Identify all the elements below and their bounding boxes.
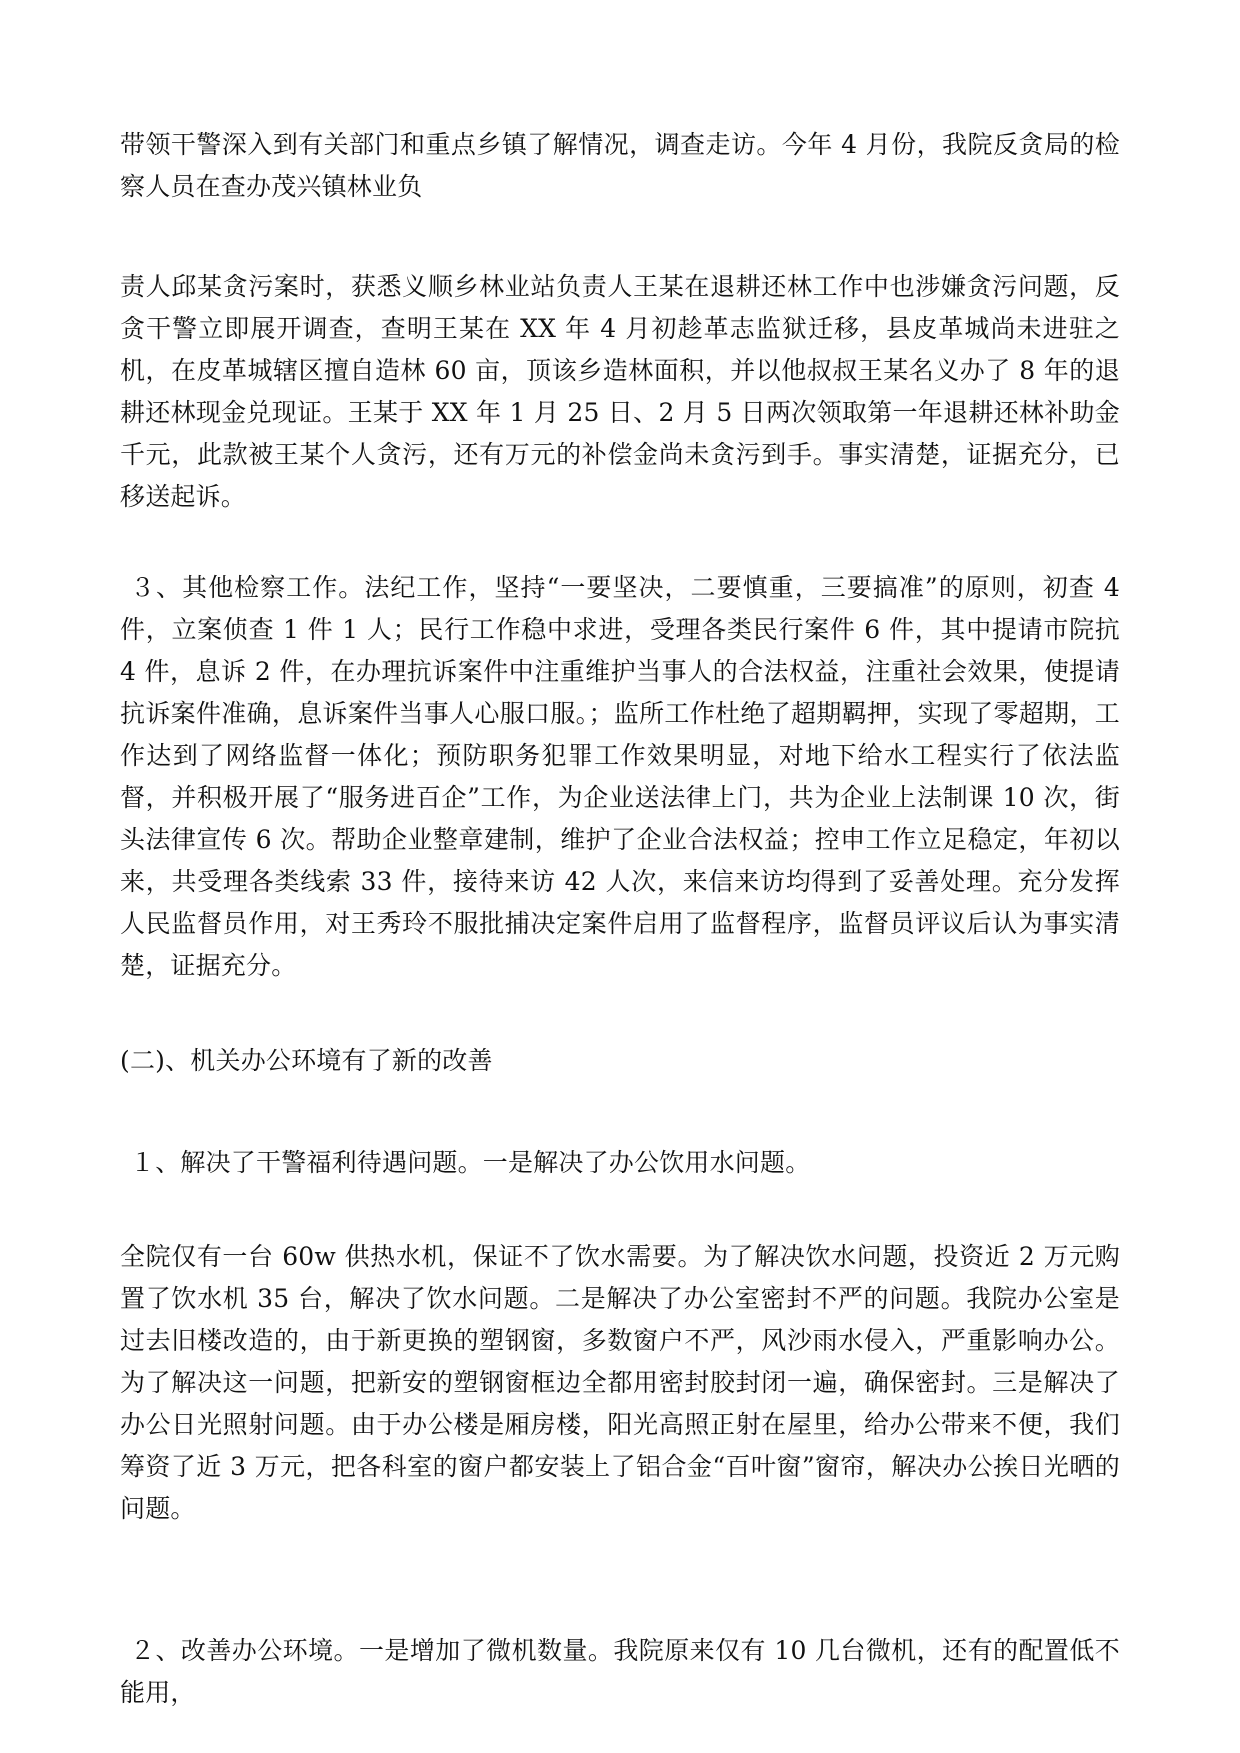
paragraph-embezzlement-case: 责人邱某贪污案时，获悉义顺乡林业站负责人王某在退耕还林工作中也涉嫌贪污问题，反贪干警立即展开调查，查明王某在 XX 年 4 月初趁革志监狱迁移，县皮革城尚未进驻之机，在皮革城辖区擅自造林 60 亩，顶该乡造林面积，并以他叔叔王某名义办了 8 年的退耕还林现金兑现证。王某于 XX 年 1 月 25 日、2 月 5 日两次领取第一年退耕还林补助金千元，此款被王某个人贪污，还有万元的补偿金尚未贪污到手。事实清楚，证据充分，已移送起诉。 [120, 272, 1120, 511]
subsection-heading-welfare: １、解决了干警福利待遇问题。一是解决了办公饮用水问题。 [130, 1148, 811, 1177]
paragraph-improve-office-environment: ２、改善办公环境。一是增加了微机数量。我院原来仅有 10 几台微机，还有的配置低不能用， [120, 1636, 1120, 1707]
paragraph-anti-corruption-intro: 带领干警深入到有关部门和重点乡镇了解情况，调查走访。今年 4 月份，我院反贪局的检察人员在查办茂兴镇林业负 [120, 130, 1120, 201]
paragraph-water-windows-sunlight: 全院仅有一台 60w 供热水机，保证不了饮水需要。为了解决饮水问题，投资近 2 万元购置了饮水机 35 台，解决了饮水问题。二是解决了办公室密封不严的问题。我院办公室是过去旧楼改造的，由于新更换的塑钢窗，多数窗户不严，风沙雨水侵入，严重影响办公。为了解决这一问题，把新安的塑钢窗框边全都用密封胶封闭一遍，确保密封。三是解决了办公日光照射问题。由于办公楼是厢房楼，阳光高照正射在屋里，给办公带来不便，我们筹资了近 3 万元，把各科室的窗户都安装上了铝合金“百叶窗”窗帘，解决办公挨日光晒的问题。 [120, 1242, 1120, 1523]
section-heading-office-environment: (二)、机关办公环境有了新的改善 [120, 1046, 493, 1075]
paragraph-other-procuratorial-work: ３、其他检察工作。法纪工作，坚持“一要坚决，二要慎重，三要搞准”的原则，初查 4 件，立案侦查 1 件 1 人；民行工作稳中求进，受理各类民行案件 6 件，其中提请市院抗 4 件，息诉 2 件，在办理抗诉案件中注重维护当事人的合法权益，注重社会效果，使提请抗诉案件准确，息诉案件当事人心服口服。；监所工作杜绝了超期羁押，实现了零超期，工作达到了网络监督一体化；预防职务犯罪工作效果明显，对地下给水工程实行了依法监督，并积极开展了“服务进百企”工作，为企业送法律上门，共为企业上法制课 10 次，街头法律宣传 6 次。帮助企业整章建制，维护了企业合法权益；控申工作立足稳定，年初以来，共受理各类线索 33 件，接待来访 42 人次，来信来访均得到了妥善处理。充分发挥人民监督员作用，对王秀玲不服批捕决定案件启用了监督程序，监督员评议后认为事实清楚，证据充分。 [120, 573, 1120, 980]
